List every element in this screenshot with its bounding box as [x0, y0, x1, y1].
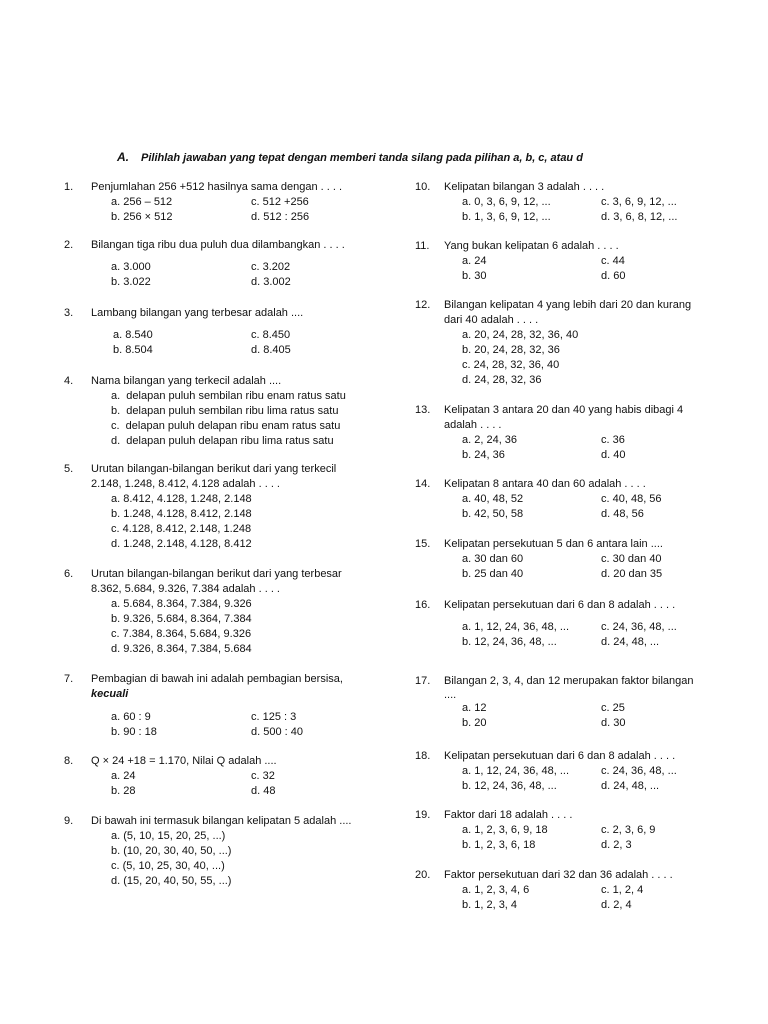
question-keyword: kecuali	[91, 688, 129, 700]
option-a: a. 0, 3, 6, 9, 12, ...	[462, 196, 551, 208]
option-d: d. 9.326, 8.364, 7.384, 5.684	[111, 643, 252, 655]
option-b: b. delapan puluh sembilan ribu lima ratus satu	[111, 405, 339, 417]
question-18	[415, 749, 675, 794]
option-c: c. 24, 36, 48, ...	[601, 765, 677, 777]
question-19	[415, 808, 656, 853]
option-a: a. 24	[462, 255, 487, 267]
option-c: c. 36	[601, 434, 625, 446]
option-a: a. 12	[462, 702, 487, 714]
option-d: d. delapan puluh delapan ribu lima ratus satu	[111, 435, 334, 447]
question-text: Kelipatan bilangan 3 adalah . . . .	[444, 181, 605, 193]
option-a: a. 40, 48, 52	[462, 493, 524, 505]
option-d: d. 60	[601, 270, 626, 282]
option-c: c. delapan puluh delapan ribu enam ratus satu	[111, 420, 341, 432]
option-b: b. 12, 24, 36, 48, ...	[462, 780, 557, 792]
question-number: 14.	[415, 478, 431, 490]
section-letter: A.	[117, 150, 129, 164]
option-a: a. 30 dan 60	[462, 553, 524, 565]
question-text: Bilangan tiga ribu dua puluh dua dilambangkan . . . .	[91, 239, 345, 251]
question-text: Q × 24 +18 = 1.170, Nilai Q adalah ....	[91, 755, 277, 767]
option-a: a. (5, 10, 15, 20, 25, ...)	[111, 830, 226, 842]
option-d: d. 2, 3	[601, 839, 632, 851]
option-b: b. 9.326, 5.684, 8.364, 7.384	[111, 613, 252, 625]
question-15	[415, 537, 663, 582]
question-1	[64, 180, 342, 225]
option-a: a. 8.412, 4.128, 1.248, 2.148	[111, 493, 252, 505]
question-text: Kelipatan persekutuan 5 dan 6 antara lain ....	[444, 538, 663, 550]
question-20	[415, 868, 673, 913]
question-16	[415, 598, 675, 650]
option-a: a. 1, 2, 3, 6, 9, 18	[462, 824, 548, 836]
option-a: a. 2, 24, 36	[462, 434, 518, 446]
option-d: d. 3.002	[251, 276, 291, 288]
question-text: Kelipatan 3 antara 20 dan 40 yang habis dibagi 4	[444, 404, 684, 416]
option-a: a. 60 : 9	[111, 711, 151, 723]
option-c: c. 40, 48, 56	[601, 493, 662, 505]
option-b: b. 1, 2, 3, 4	[462, 899, 518, 911]
option-c: c. 32	[251, 770, 275, 782]
option-b: b. 30	[462, 270, 487, 282]
option-a: a. 3.000	[111, 261, 151, 273]
option-b: b. 20, 24, 28, 32, 36	[462, 344, 560, 356]
question-2	[64, 238, 345, 290]
option-d: d. 24, 48, ...	[601, 636, 660, 648]
option-b: b. 1.248, 4.128, 8.412, 2.148	[111, 508, 252, 520]
question-number: 13.	[415, 404, 431, 416]
question-text: Kelipatan persekutuan dari 6 dan 8 adalah . . . .	[444, 750, 676, 762]
question-text: Di bawah ini termasuk bilangan kelipatan 5 adalah ....	[91, 815, 352, 827]
option-a: a. delapan puluh sembilan ribu enam ratus satu	[111, 390, 346, 402]
question-text: Urutan bilangan-bilangan berikut dari yang terbesar	[91, 568, 342, 580]
option-d: d. 8.405	[251, 344, 291, 356]
question-text: Urutan bilangan-bilangan berikut dari yang terkecil	[91, 463, 337, 475]
option-d: d. 20 dan 35	[601, 568, 663, 580]
question-number: 11.	[415, 240, 430, 252]
question-9	[64, 814, 352, 889]
option-c: c. 125 : 3	[251, 711, 297, 723]
question-number: 2.	[64, 239, 74, 251]
option-b: b. 90 : 18	[111, 726, 157, 738]
question-text: Penjumlahan 256 +512 hasilnya sama dengan . . . .	[91, 181, 343, 193]
option-a: a. 256 – 512	[111, 196, 173, 208]
question-12	[415, 298, 691, 388]
question-number: 6.	[64, 568, 74, 580]
question-number: 4.	[64, 375, 74, 387]
option-b: b. 28	[111, 785, 136, 797]
option-a: a. 5.684, 8.364, 7.384, 9.326	[111, 598, 252, 610]
question-number: 5.	[64, 463, 74, 475]
option-d: d. 48, 56	[601, 508, 644, 520]
option-d: d. 3, 6, 8, 12, ...	[601, 211, 678, 223]
option-c: c. 2, 3, 6, 9	[601, 824, 656, 836]
question-number: 1.	[64, 181, 74, 193]
question-number: 16.	[415, 599, 431, 611]
option-c: c. 3.202	[251, 261, 291, 273]
option-b: b. 25 dan 40	[462, 568, 524, 580]
option-c: c. 25	[601, 702, 625, 714]
question-number: 19.	[415, 809, 431, 821]
question-17	[415, 674, 694, 731]
question-4	[64, 374, 346, 449]
question-text-2: adalah . . . .	[444, 419, 502, 431]
question-number: 15.	[415, 538, 431, 550]
question-14	[415, 477, 662, 522]
question-text: Yang bukan kelipatan 6 adalah . . . .	[444, 240, 619, 252]
question-number: 3.	[64, 307, 74, 319]
option-a: a. 1, 2, 3, 4, 6	[462, 884, 530, 896]
question-text-2: 2.148, 1.248, 8.412, 4.128 adalah . . . .	[91, 478, 280, 490]
question-number: 20.	[415, 869, 431, 881]
option-c: c. 512 +256	[251, 196, 309, 208]
question-text: Nama bilangan yang terkecil adalah ....	[91, 375, 282, 387]
option-d: d. 48	[251, 785, 276, 797]
question-8	[64, 754, 277, 799]
question-3	[64, 306, 303, 358]
option-d: d. 500 : 40	[251, 726, 303, 738]
option-c: c. (5, 10, 25, 30, 40, ...)	[111, 860, 225, 872]
option-b: b. (10, 20, 30, 40, 50, ...)	[111, 845, 232, 857]
option-c: c. 30 dan 40	[601, 553, 662, 565]
option-d: d. 30	[601, 717, 626, 729]
question-text-2: dari 40 adalah . . . .	[444, 314, 539, 326]
option-c: c. 24, 28, 32, 36, 40	[462, 359, 560, 371]
option-b: b. 256 × 512	[111, 211, 173, 223]
question-text: Lambang bilangan yang terbesar adalah ....	[91, 307, 304, 319]
option-c: c. 1, 2, 4	[601, 884, 644, 896]
question-text: Faktor persekutuan dari 32 dan 36 adalah . . . .	[444, 869, 673, 881]
question-text: Bilangan 2, 3, 4, dan 12 merupakan faktor bilangan	[444, 675, 694, 687]
option-c: c. 7.384, 8.364, 5.684, 9.326	[111, 628, 252, 640]
question-number: 17.	[415, 675, 431, 687]
question-number: 9.	[64, 815, 74, 827]
option-d: d. 1.248, 2.148, 4.128, 8.412	[111, 538, 252, 550]
option-b: b. 1, 2, 3, 6, 18	[462, 839, 536, 851]
section-instruction: Pilihlah jawaban yang tepat dengan memberi tanda silang pada pilihan a, b, c, atau d	[141, 152, 583, 164]
question-13	[415, 403, 683, 463]
question-text: Bilangan kelipatan 4 yang lebih dari 20 dan kurang	[444, 299, 692, 311]
option-b: b. 42, 50, 58	[462, 508, 524, 520]
option-b: b. 12, 24, 36, 48, ...	[462, 636, 557, 648]
question-7	[64, 672, 343, 740]
option-a: a. 8.540	[113, 329, 153, 341]
question-10	[415, 180, 678, 225]
option-c: c. 3, 6, 9, 12, ...	[601, 196, 677, 208]
option-a: a. 20, 24, 28, 32, 36, 40	[462, 329, 579, 341]
question-number: 8.	[64, 755, 74, 767]
question-number: 10.	[415, 181, 431, 193]
section-heading	[117, 150, 583, 164]
option-b: b. 8.504	[113, 344, 153, 356]
question-text-2: ....	[444, 689, 457, 701]
question-text-2: 8.362, 5.684, 9.326, 7.384 adalah . . . .	[91, 583, 280, 595]
question-5	[64, 462, 336, 552]
question-6	[64, 567, 342, 657]
question-text: Kelipatan 8 antara 40 dan 60 adalah . . . .	[444, 478, 646, 490]
question-text: Faktor dari 18 adalah . . . .	[444, 809, 573, 821]
question-text: Kelipatan persekutuan dari 6 dan 8 adalah . . . .	[444, 599, 676, 611]
option-b: b. 3.022	[111, 276, 151, 288]
option-a: a. 24	[111, 770, 136, 782]
question-number: 18.	[415, 750, 431, 762]
question-number: 12.	[415, 299, 431, 311]
option-d: d. 24, 28, 32, 36	[462, 374, 542, 386]
question-11	[415, 239, 626, 284]
option-b: b. 1, 3, 6, 9, 12, ...	[462, 211, 551, 223]
option-b: b. 20	[462, 717, 487, 729]
question-number: 7.	[64, 673, 74, 685]
option-d: d. (15, 20, 40, 50, 55, ...)	[111, 875, 232, 887]
option-c: c. 8.450	[251, 329, 291, 341]
option-c: c. 24, 36, 48, ...	[601, 621, 677, 633]
option-d: d. 40	[601, 449, 626, 461]
option-a: a. 1, 12, 24, 36, 48, ...	[462, 765, 570, 777]
option-d: d. 2, 4	[601, 899, 632, 911]
option-c: c. 4.128, 8.412, 2.148, 1.248	[111, 523, 252, 535]
option-c: c. 44	[601, 255, 625, 267]
question-text: Pembagian di bawah ini adalah pembagian bersisa,	[91, 673, 343, 685]
option-a: a. 1, 12, 24, 36, 48, ...	[462, 621, 570, 633]
option-d: d. 24, 48, ...	[601, 780, 660, 792]
option-d: d. 512 : 256	[251, 211, 310, 223]
option-b: b. 24, 36	[462, 449, 505, 461]
